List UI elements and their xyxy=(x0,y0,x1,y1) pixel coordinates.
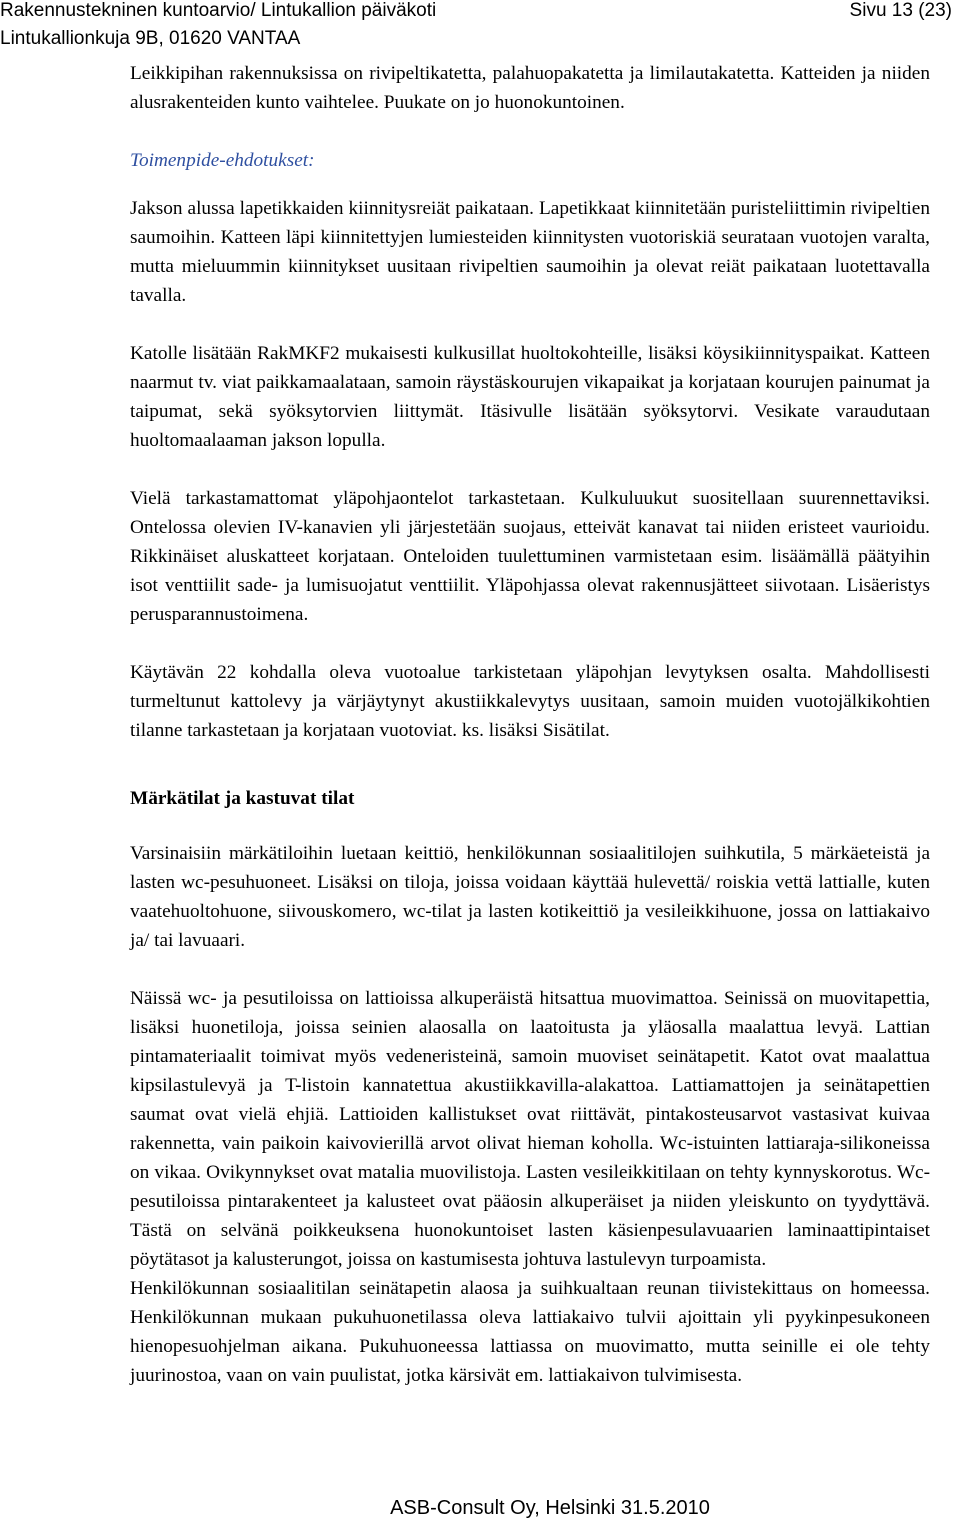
document-title-line2: Lintukallionkuja 9B, 01620 VANTAA xyxy=(0,28,301,49)
paragraph-wet-rooms-list: Varsinaisiin märkätiloihin luetaan keittiö, henkilökunnan sosiaalitilojen suihkutila, 5 märkäeteistä ja lasten wc-pesuhuoneet. Lisäksi on tiloja, joissa voidaan käyttää hulevettä/ roiskia vettä lattialle, kuten vaatehuoltohuone, siivouskomero, wc-tilat ja lasten kotikeittiö ja vesileikkihuone, jossa on lattiakaivo ja/ tai lavuaari. xyxy=(130,843,930,951)
paragraph-attic: Vielä tarkastamattomat yläpohjaontelot tarkastetaan. Kulkuluukut suositellaan suurennettaviksi. Ontelossa olevien IV-kanavien yli järjestetään suojaus, etteivät kanavat tai niiden eristeet vaurioidu. Rikkinäiset aluskatteet korjataan. Onteloiden tuulettuminen varmistetaan esim. lisäämällä päätyihin isot venttiilit sade- ja lumisuojatut venttiilit. Yläpohjassa olevat rakennusjätteet siivotaan. Lisäeristys perusparannustoimena. xyxy=(130,488,930,625)
document-body xyxy=(130,59,930,1390)
paragraph-corridor-leak: Käytävän 22 kohdalla oleva vuotoalue tarkistetaan yläpohjan levytyksen osalta. Mahdollisesti turmeltunut kattolevy ja värjäytynyt akustiikkalevytys uusitaan, samoin muiden vuotojälkikohtien tilanne tarkastetaan ja korjataan vuotoviat. ks. lisäksi Sisätilat. xyxy=(130,662,930,741)
document-title-line1: Rakennustekninen kuntoarvio/ Lintukallion päiväkoti xyxy=(0,0,437,21)
page-number: Sivu 13 (23) xyxy=(849,0,952,21)
document-title xyxy=(0,0,436,53)
paragraph-roof-bridges: Katolle lisätään RakMKF2 mukaisesti kulkusillat huoltokohteille, lisäksi köysikiinnityspaikat. Katteen naarmut tv. viat paikkamaalataan, samoin räystäskourujen vikapaikat ja korjataan kourujen painumat ja taipumat, sekä syöksytorvien liittymät. Itäsivulle lisätään syöksytorvi. Vesikate varaudutaan huoltomaalaaman jakson lopulla. xyxy=(130,343,930,451)
paragraph-roof-condition: Leikkipihan rakennuksissa on rivipeltikatetta, palahuopakatetta ja limilautakatetta. Katteiden ja niiden alusrakenteiden kunto vaihtelee. Puukate on jo huonokuntoinen. xyxy=(130,63,930,113)
paragraph-staff-social-rooms: Henkilökunnan sosiaalitilan seinätapetin alaosa ja suihkualtaan reunan tiivistekittaus on homeessa. Henkilökunnan mukaan pukuhuonetilassa oleva lattiakaivo tulvii ajoittain yli pyykinpesukoneen hienopesuohjelman aikana. Pukuhuoneessa lattiassa on muovimatto, mutta seinille ei ole tehty juurinostoa, vaan on vain puulistat, jotka kärsivät em. lattiakaivon tulvimisesta. xyxy=(130,1278,930,1386)
subheading-actions: Toimenpide-ehdotukset: xyxy=(130,150,315,171)
page-footer: ASB-Consult Oy, Helsinki 31.5.2010 xyxy=(390,1497,710,1519)
paragraph-wet-rooms-condition: Näissä wc- ja pesutiloissa on lattioissa alkuperäistä hitsattua muovimattoa. Seinissä on muovitapettia, lisäksi huonetiloja, joissa seinien alaosalla on laatoitusta ja yläosalla maalattua levyä. Lattian pintamateriaalit toimivat myös vedeneristeinä, samoin muoviset seinätapetit. Katot ovat maalattua kipsilastulevyä ja T-listoin kannatettua akustiikkavilla-alakattoa. Lattiamattojen ja seinätapettien saumat ovat vielä ehjiä. Lattioiden kallistukset ovat riittävät, pintakosteusarvot vastasivat kuivaa rakennetta, vain paikoin kaivovierillä arvot olivat hieman koholla. Wc-istuinten lattiaraja-silikoneissa on vikaa. Ovikynnykset ovat matalia muovilistoja. Lasten vesileikkitilaan on tehty kynnyskorotus. Wc-pesutiloissa pintarakenteet ja kalusteet ovat pääosin alkuperäiset ja niiden yleiskunto on tyydyttävä. Tästä on selvänä poikkeuksena huonokuntoiset lasten käsienpesulavuaarien laminaattipintaiset pöytätasot ja kalusterungot, joissa on kastumisesta johtuva lastulevyn turpoamista. xyxy=(130,988,930,1270)
section-heading-wet-rooms: Märkätilat ja kastuvat tilat xyxy=(130,788,355,809)
paragraph-actions: Jakson alussa lapetikkaiden kiinnitysreiät paikataan. Lapetikkaat kiinnitetään puristeliittimin rivipeltien saumoihin. Katteen läpi kiinnitettyjen lumiesteiden kiinnitysten vuotoriskiä seurataan vuotojen varalta, mutta mieluummin kiinnitykset uusitaan rivipeltien saumoihin ja olevat reiät paikataan luotettavalla tavalla. xyxy=(130,198,930,306)
